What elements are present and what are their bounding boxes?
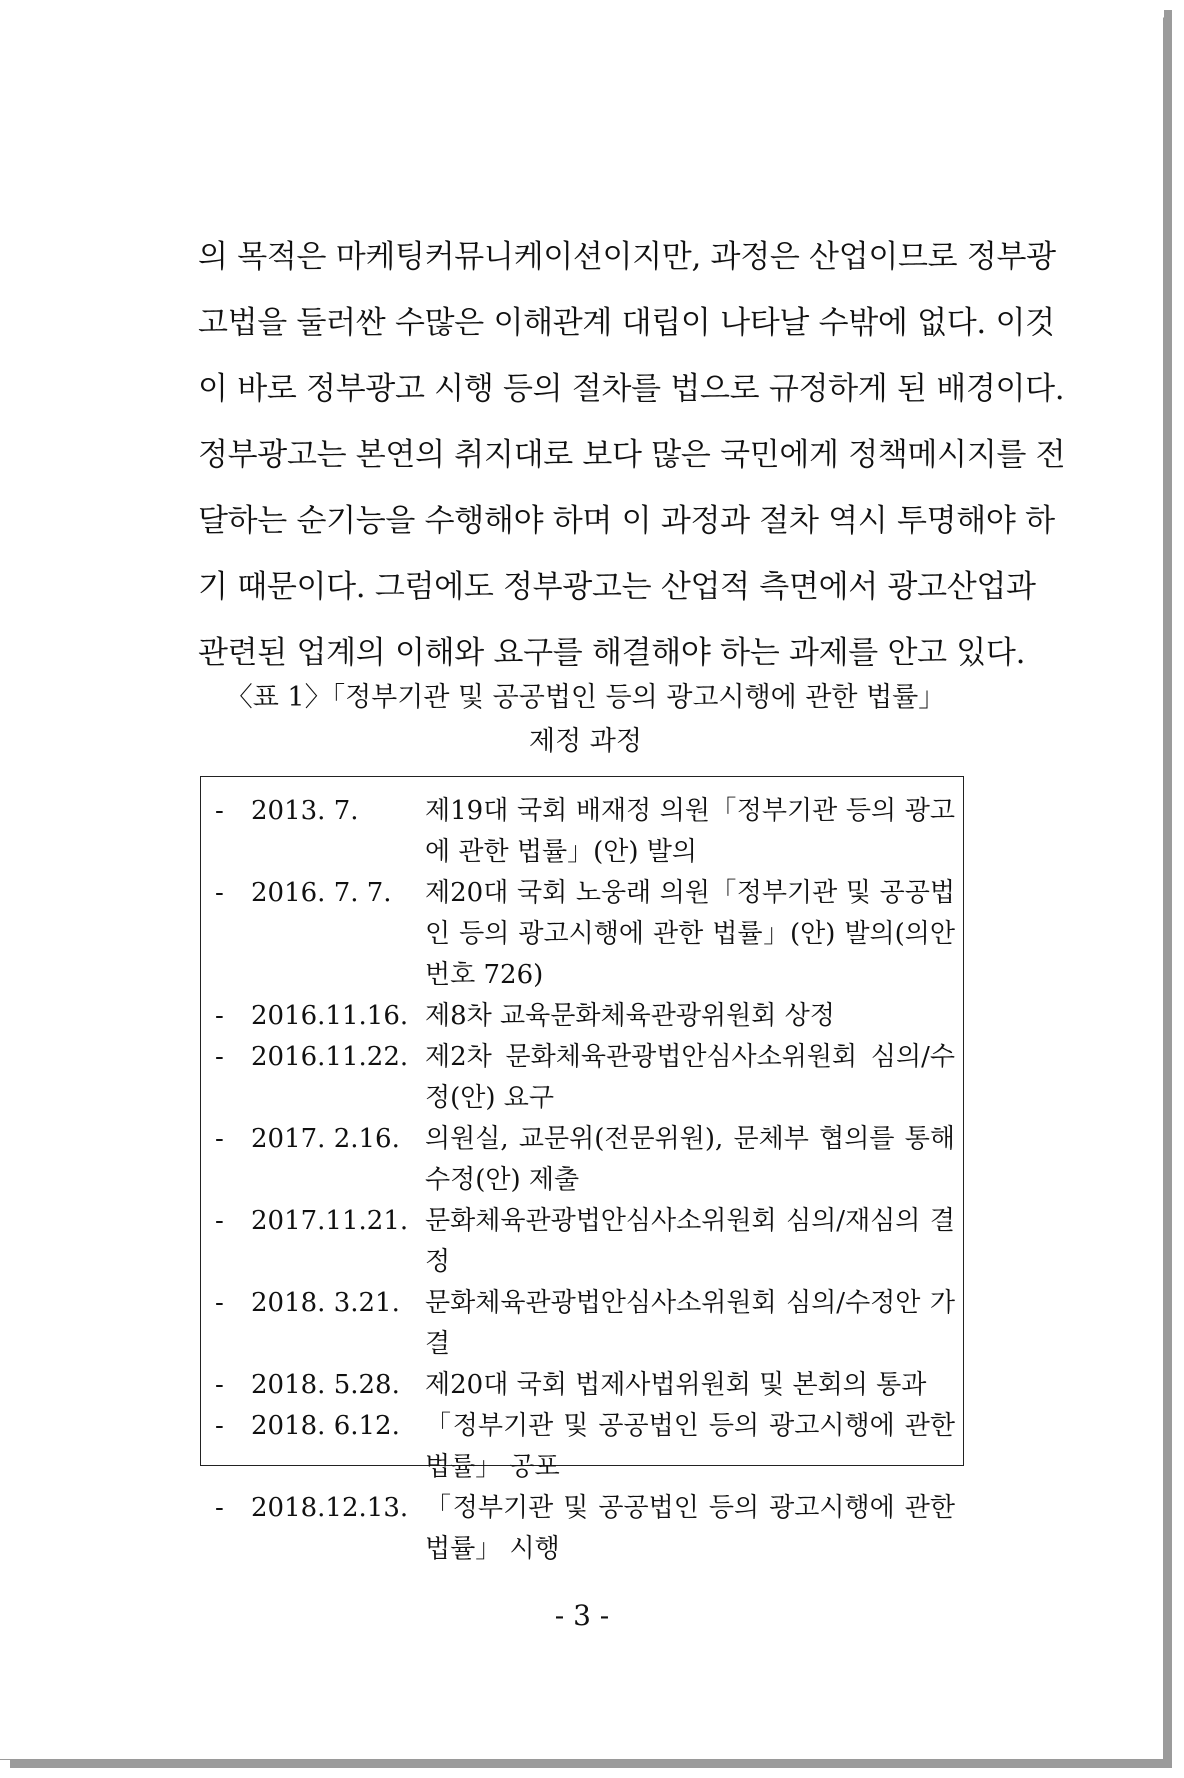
paragraph-line: 의 목적은 마케팅커뮤니케이션이지만, 과정은 산업이므로 정부광 — [198, 239, 1056, 275]
row-date: 2013. 7. — [251, 796, 359, 826]
row-date: 2016.11.16. — [251, 1001, 409, 1031]
timeline-rows — [215, 791, 955, 1570]
row-description: 제20대 국회 법제사법위원회 및 본회의 통과 — [425, 1370, 927, 1400]
row-dash: - — [215, 1288, 224, 1318]
row-description: 문화체육관광법안심사소위원회 심의/수정안 가결 — [425, 1288, 955, 1359]
row-description: 제8차 교육문화체육관광위원회 상정 — [425, 1001, 835, 1031]
row-date: 2018. 3.21. — [251, 1288, 400, 1318]
table-caption — [198, 676, 973, 764]
page-shadow-bottom — [10, 1760, 1172, 1768]
paragraph-line: 기 때문이다. 그럼에도 정부광고는 산업적 측면에서 광고산업과 — [198, 569, 1036, 605]
page-corner-fold — [1146, 0, 1164, 18]
row-date: 2016. 7. 7. — [251, 878, 392, 908]
row-date: 2018. 6.12. — [251, 1411, 400, 1441]
row-description: 「정부기관 및 공공법인 등의 광고시행에 관한 법률」 시행 — [425, 1493, 955, 1564]
timeline-row — [215, 1365, 955, 1406]
row-dash: - — [215, 796, 224, 826]
timeline-row — [215, 1201, 955, 1283]
row-dash: - — [215, 1411, 224, 1441]
row-description: 의원실, 교문위(전문위원), 문체부 협의를 통해 수정(안) 제출 — [425, 1124, 955, 1195]
timeline-row — [215, 1488, 955, 1570]
row-description: 제20대 국회 노웅래 의원「정부기관 및 공공법인 등의 광고시행에 관한 법률」(안) 발의(의안번호 726) — [425, 878, 955, 990]
page-shadow-right — [1164, 10, 1172, 1768]
row-description: 문화체육관광법안심사소위원회 심의/재심의 결정 — [425, 1206, 955, 1277]
table-caption-title: 〈표 1〉「정부기관 및 공공법인 등의 광고시행에 관한 법률」 — [225, 682, 946, 713]
row-date: 2018. 5.28. — [251, 1370, 400, 1400]
row-dash: - — [215, 878, 224, 908]
table-caption-subtitle: 제정 과정 — [529, 726, 642, 757]
timeline-row — [215, 1406, 955, 1488]
paragraph-line: 정부광고는 본연의 취지대로 보다 많은 국민에게 정책메시지를 전 — [198, 437, 1066, 473]
paragraph-line: 관련된 업계의 이해와 요구를 해결해야 하는 과제를 안고 있다. — [198, 635, 1026, 671]
page-number: - 3 - — [554, 1599, 610, 1632]
row-date: 2017.11.21. — [251, 1206, 409, 1236]
timeline-row — [215, 873, 955, 996]
row-dash: - — [215, 1206, 224, 1236]
row-dash: - — [215, 1124, 224, 1154]
timeline-row — [215, 1283, 955, 1365]
paragraph-line: 이 바로 정부광고 시행 등의 절차를 법으로 규정하게 된 배경이다. — [198, 371, 1065, 407]
timeline-row — [215, 1119, 955, 1201]
body-paragraph — [198, 224, 1066, 686]
row-description: 제2차 문화체육관광법안심사소위원회 심의/수정(안) 요구 — [425, 1042, 955, 1113]
timeline-row — [215, 791, 955, 873]
timeline-table — [200, 776, 964, 1564]
row-dash: - — [215, 1042, 224, 1072]
paragraph-line: 고법을 둘러싼 수많은 이해관계 대립이 나타날 수밖에 없다. 이것 — [198, 305, 1055, 341]
row-date: 2016.11.22. — [251, 1042, 409, 1072]
row-description: 「정부기관 및 공공법인 등의 광고시행에 관한 법률」 공포 — [425, 1411, 955, 1482]
timeline-row — [215, 1037, 955, 1119]
row-dash: - — [215, 1001, 224, 1031]
row-date: 2017. 2.16. — [251, 1124, 400, 1154]
row-dash: - — [215, 1370, 224, 1400]
paragraph-line: 달하는 순기능을 수행해야 하며 이 과정과 절차 역시 투명해야 하 — [198, 503, 1055, 539]
timeline-row — [215, 996, 955, 1037]
row-dash: - — [215, 1493, 224, 1523]
row-description: 제19대 국회 배재정 의원「정부기관 등의 광고에 관한 법률」(안) 발의 — [425, 796, 955, 867]
row-date: 2018.12.13. — [251, 1493, 409, 1523]
